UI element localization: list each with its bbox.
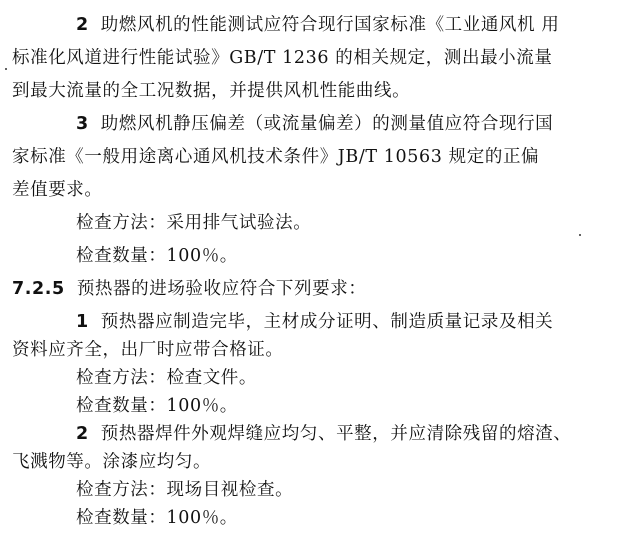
paragraph-line	[76, 13, 559, 37]
paragraph-line	[12, 178, 103, 202]
line-text: 助燃风机静压偏差（或流量偏差）的测量值应符合现行国	[100, 114, 554, 134]
section-number: 7.2.5	[12, 279, 65, 299]
paragraph-line	[76, 310, 553, 334]
line-text: 资料应齐全，出厂时应带合格证。	[12, 340, 284, 360]
line-text: 检查方法：现场目视检查。	[76, 480, 294, 500]
line-text: 检查数量：100％。	[76, 508, 238, 528]
paragraph-line	[12, 145, 539, 169]
line-text: 预热器应制造完毕，主材成分证明、制造质量记录及相关	[100, 312, 554, 332]
line-text: 检查数量：100％。	[76, 396, 238, 416]
line-text: 差值要求。	[12, 180, 103, 200]
paragraph-line	[12, 338, 284, 362]
paragraph-line	[76, 112, 553, 136]
line-text: 标准化风道进行性能试验》GB/T 1236 的相关规定，测出最小流量	[12, 48, 553, 68]
item-number: 1	[76, 312, 89, 332]
paragraph-line	[76, 366, 257, 390]
paragraph-line	[76, 422, 571, 446]
paragraph-line	[12, 450, 211, 474]
line-text: 飞溅物等。涂漆应均匀。	[12, 452, 212, 472]
paragraph-line	[76, 211, 311, 235]
paragraph-line	[76, 506, 238, 530]
paragraph-line	[12, 46, 552, 70]
line-text: 助燃风机的性能测试应符合现行国家标准《工业通风机 用	[100, 15, 560, 35]
item-number: 2	[76, 15, 89, 35]
paragraph-line	[76, 244, 238, 268]
line-text: 家标准《一般用途离心通风机技术条件》JB/T 10563 规定的正偏	[12, 147, 540, 167]
line-text: 预热器焊件外观焊缝应均匀、平整，并应清除残留的熔渣、	[100, 424, 572, 444]
paragraph-line	[76, 394, 238, 418]
scan-speck	[579, 234, 581, 236]
paragraph-line	[12, 79, 410, 103]
line-text: 检查数量：100％。	[76, 246, 238, 266]
paragraph-line	[76, 478, 293, 502]
section-heading-line	[12, 277, 366, 301]
line-text: 检查方法：采用排气试验法。	[76, 213, 312, 233]
line-text: 到最大流量的全工况数据，并提供风机性能曲线。	[12, 81, 411, 101]
scan-speck	[5, 68, 7, 70]
item-number: 2	[76, 424, 89, 444]
line-text: 检查方法：检查文件。	[76, 368, 257, 388]
item-number: 3	[76, 114, 89, 134]
line-text: 预热器的进场验收应符合下列要求：	[76, 279, 367, 299]
